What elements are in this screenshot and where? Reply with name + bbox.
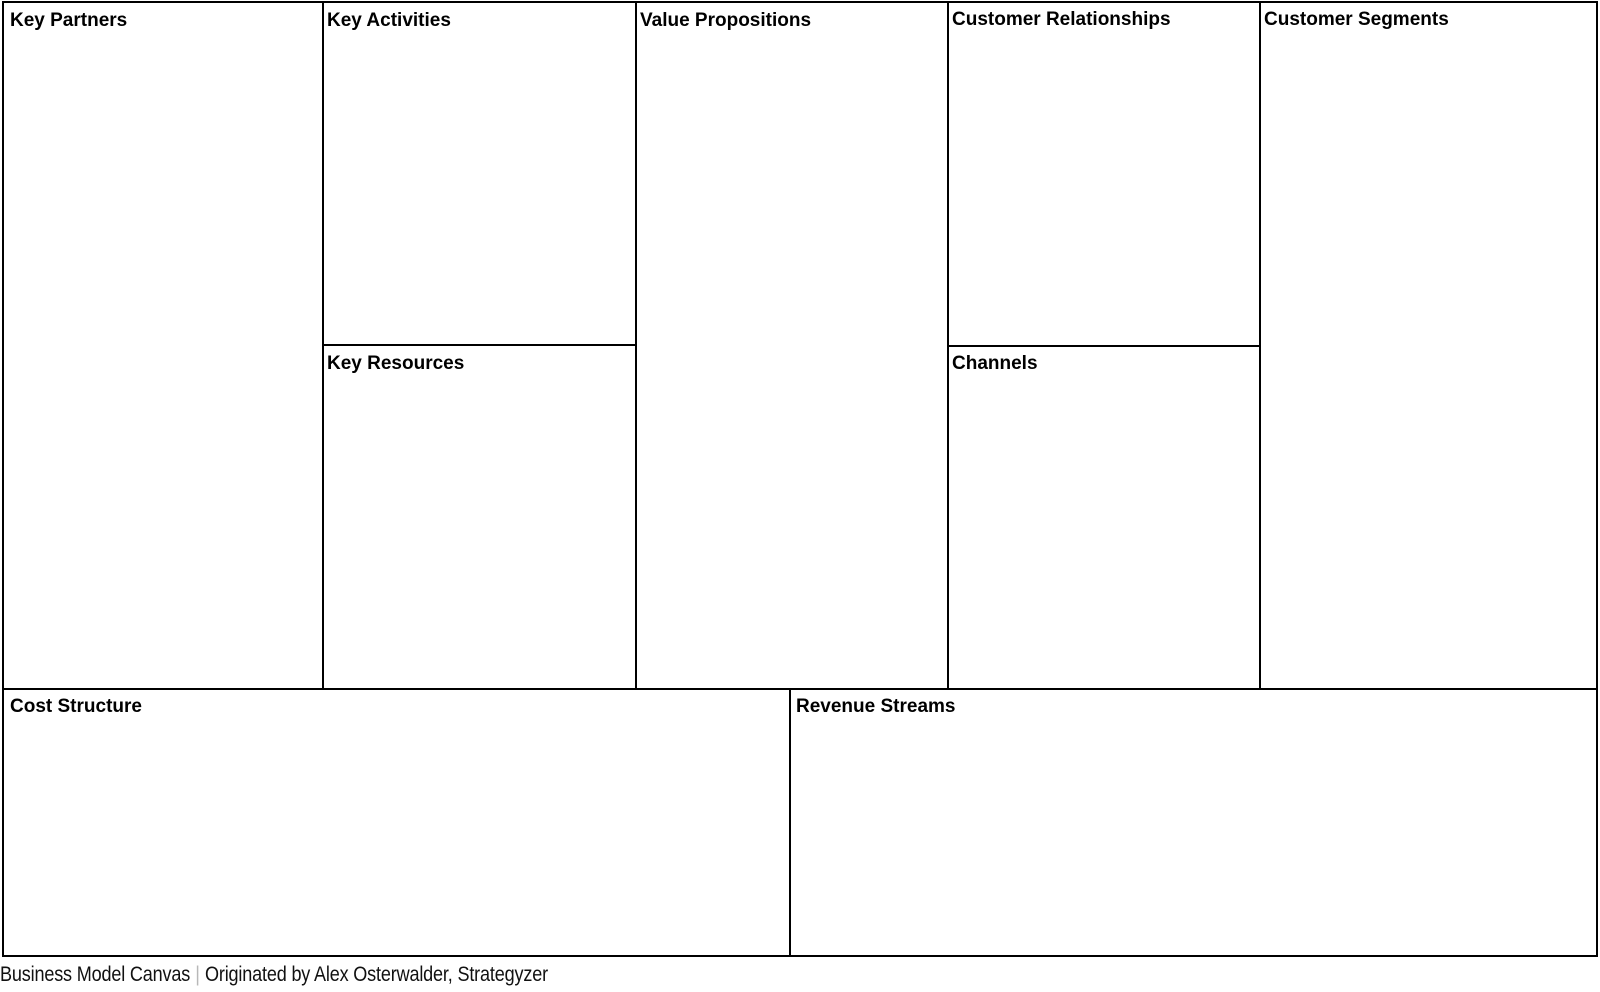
- block-customer-segments[interactable]: [1261, 3, 1596, 688]
- footer-attribution: Originated by Alex Osterwalder, Strategyzer: [204, 963, 548, 986]
- block-channels[interactable]: [949, 347, 1259, 688]
- block-title: Customer Segments: [1264, 9, 1449, 30]
- block-key-partners[interactable]: [4, 3, 322, 688]
- block-title: Key Partners: [10, 10, 128, 31]
- footer-separator: |: [195, 963, 200, 986]
- block-title: Revenue Streams: [796, 696, 956, 717]
- block-revenue-streams[interactable]: [791, 690, 1596, 955]
- block-key-activities[interactable]: [324, 3, 635, 344]
- block-title: Value Propositions: [640, 10, 812, 31]
- block-title: Key Activities: [327, 10, 451, 31]
- business-model-canvas: [2, 1, 1598, 957]
- block-value-propositions[interactable]: [637, 3, 947, 688]
- block-cost-structure[interactable]: [4, 690, 789, 955]
- block-customer-relationships[interactable]: [949, 3, 1259, 345]
- block-title: Cost Structure: [10, 696, 142, 717]
- footer-title: Business Model Canvas: [0, 963, 191, 986]
- block-key-resources[interactable]: [324, 346, 635, 688]
- block-title: Key Resources: [327, 353, 465, 374]
- footer-credit: [0, 963, 548, 987]
- block-title: Channels: [952, 353, 1038, 374]
- block-title: Customer Relationships: [952, 9, 1171, 30]
